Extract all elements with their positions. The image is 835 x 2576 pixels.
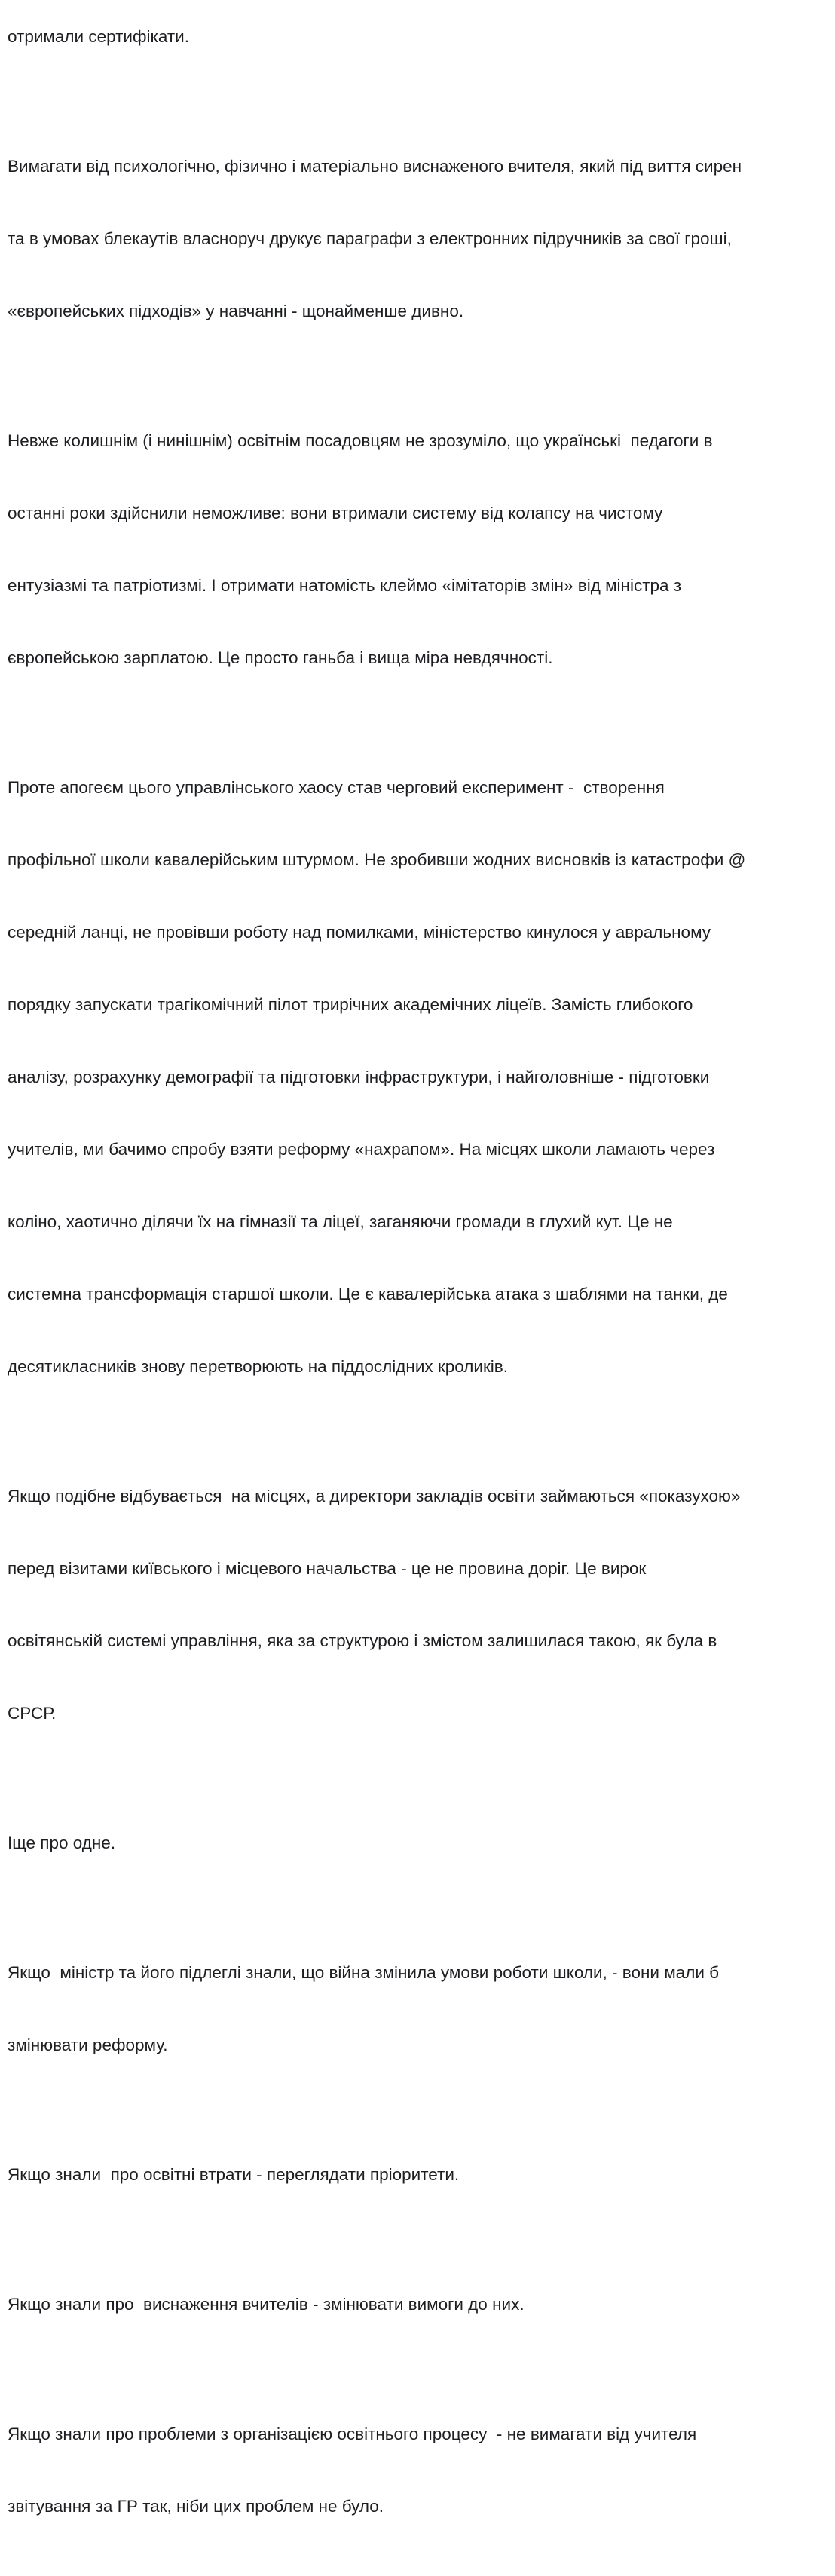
text-line: та в умовах блекаутів власноруч друкує параграфи з електронних підручників за свої гроші, <box>8 229 732 248</box>
paragraph-0 <box>8 0 830 97</box>
text-line: отримали сертифікати. <box>8 27 189 46</box>
text-line: порядку запускати трагікомічний пілот трирічних академічних ліцеїв. Замість глибокого <box>8 995 693 1014</box>
text-line: Якщо знали про виснаження вчителів - змінювати вимоги до них. <box>8 2295 525 2314</box>
text-line: системна трансформація старшої школи. Це є кавалерійська атака з шаблями на танки, де <box>8 1285 728 1303</box>
text-line: Проте апогеєм цього управлінського хаосу став черговий експеримент - створення <box>8 778 665 797</box>
paragraph-2 <box>8 381 830 718</box>
text-line: освітянській системі управління, яка за структурою і змістом залишилася такою, як була в <box>8 1631 717 1650</box>
text-line: європейською зарплатою. Це просто ганьба і вища міра невдячності. <box>8 648 553 667</box>
paragraph-5 <box>8 1783 830 1904</box>
text-line: Якщо міністр та його підлеглі знали, що війна змінила умови роботи школи, - вони мали б <box>8 1963 720 1982</box>
text-line: десятикласників знову перетворюють на піддослідних кроликів. <box>8 1357 509 1376</box>
text-line: Іще про одне. <box>8 1833 116 1852</box>
text-line: останні роки здійснили неможливе: вони втримали систему від колапсу на чистому <box>8 504 663 522</box>
text-line: ентузіазмі та патріотизмі. І отримати натомість клеймо «імітаторів змін» від міністра з <box>8 576 682 595</box>
text-line: учителів, ми бачимо спробу взяти реформу «нахрапом». На місцях школи ламають через <box>8 1140 715 1159</box>
text-line: Вимагати від психологічно, фізично і матеріально виснаженого вчителя, який під виття сирен <box>8 157 742 176</box>
text-line: профільної школи кавалерійським штурмом. Не зробивши жодних висновків із катастрофи @ <box>8 850 746 869</box>
text-line: Якщо знали про освітні втрати - переглядати пріоритети. <box>8 2165 460 2184</box>
paragraph-3 <box>8 727 830 1427</box>
text-line: Невже колишнім (і нинішнім) освітнім посадовцям не зрозуміло, що українські педагоги в <box>8 431 713 450</box>
text-line: середній ланці, не провівши роботу над помилками, міністерство кинулося у авральному <box>8 923 711 942</box>
post-body <box>8 0 830 2576</box>
text-line: коліно, хаотично ділячи їх на гімназії та ліцеї, заганяючи громади в глухий кут. Це не <box>8 1212 673 1231</box>
paragraph-6 <box>8 1913 830 2106</box>
text-line: перед візитами київського і місцевого начальства - це не провина доріг. Це вирок <box>8 1559 647 1578</box>
text-line: аналізу, розрахунку демографії та підготовки інфраструктури, і найголовніше - підготовки <box>8 1067 710 1086</box>
paragraph-7 <box>8 2115 830 2235</box>
text-line: «європейських підходів» у навчанні - щонайменше дивно. <box>8 302 464 320</box>
paragraph-8 <box>8 2244 830 2365</box>
text-line: СРСР. <box>8 1704 57 1723</box>
text-line: звітування за ГР так, ніби цих проблем не було. <box>8 2497 384 2516</box>
paragraph-9 <box>8 2374 830 2567</box>
paragraph-4 <box>8 1436 830 1774</box>
text-line: змінювати реформу. <box>8 2035 168 2054</box>
text-line: Якщо подібне відбувається на місцях, а директори закладів освіти займаються «показухою» <box>8 1487 741 1505</box>
paragraph-1 <box>8 106 830 372</box>
text-line: Якщо знали про проблеми з організацією освітнього процесу - не вимагати від учителя <box>8 2424 697 2443</box>
